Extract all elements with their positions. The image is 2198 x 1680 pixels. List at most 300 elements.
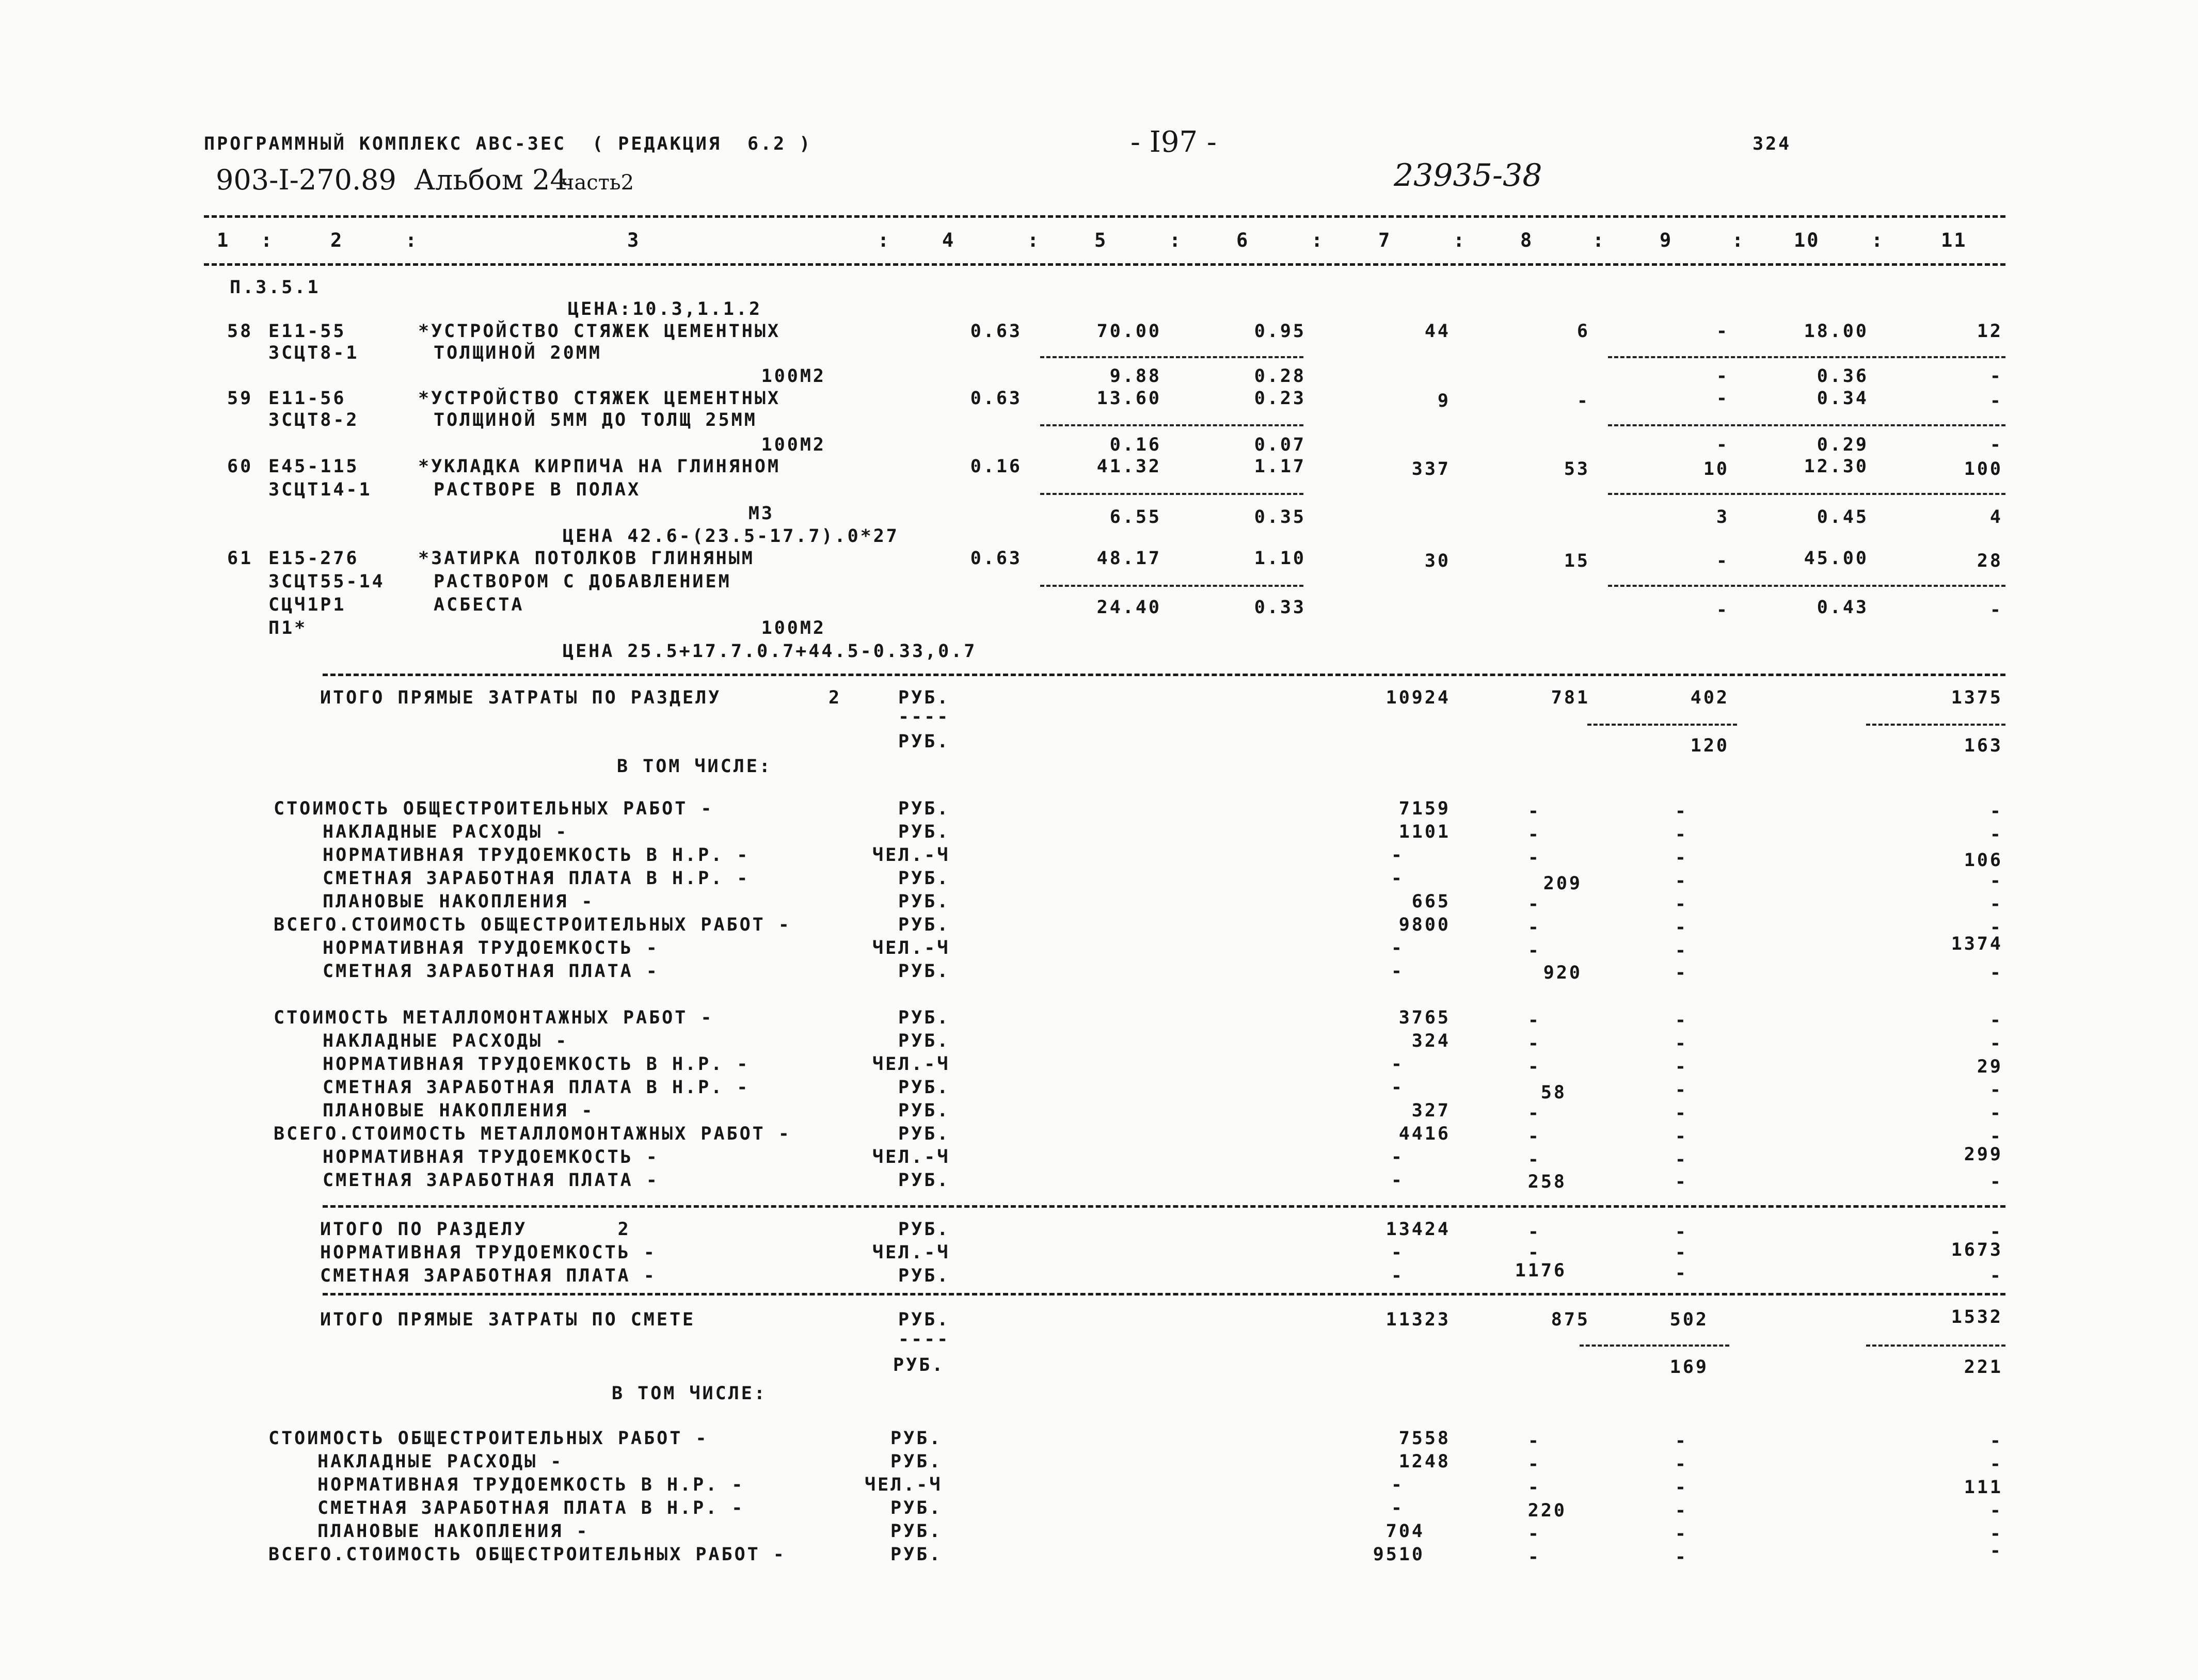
col-sep: :: [1592, 229, 1606, 251]
col8-value: -: [1527, 1149, 1541, 1170]
price-formula: ЦЕНА:10.3,1.1.2: [568, 299, 762, 319]
section-total-number: 2: [829, 687, 842, 708]
col-header-11: 11: [1941, 229, 1967, 251]
col11-value: -: [1989, 1431, 2003, 1451]
unit-rule: ----: [898, 707, 950, 727]
col11-value: -: [1989, 1010, 2003, 1031]
unit: РУБ.: [898, 687, 950, 708]
col7-value: 9: [1437, 391, 1451, 411]
table-top-rule: [204, 215, 2005, 218]
line-label: НОРМАТИВНАЯ ТРУДОЕМКОСТЬ В Н.Р. -: [317, 1475, 745, 1495]
col6-value: 0.35: [1254, 507, 1306, 527]
col9-value: -: [1716, 551, 1729, 571]
line-unit: РУБ.: [898, 1031, 950, 1051]
line-unit: РУБ.: [898, 915, 950, 935]
col9-value: -: [1675, 847, 1688, 868]
line-label: СМЕТНАЯ ЗАРАБОТНАЯ ПЛАТА -: [323, 961, 659, 982]
col9-value: -: [1675, 1057, 1688, 1077]
line-label: СТОИМОСТЬ МЕТАЛЛОМОНТАЖНЫХ РАБОТ -: [274, 1007, 714, 1028]
line-label: ПЛАНОВЫЕ НАКОПЛЕНИЯ -: [323, 891, 595, 912]
col6-value: 0.28: [1254, 366, 1306, 387]
col-header-10: 10: [1794, 229, 1820, 251]
line-label: НОРМАТИВНАЯ ТРУДОЕМКОСТЬ -: [323, 1147, 659, 1167]
col4-value: 0.63: [970, 388, 1022, 409]
row-unit: М3: [748, 503, 774, 524]
col8-value: -: [1527, 1033, 1541, 1054]
col11-value: 1375: [1951, 687, 2003, 708]
sheet-number: 324: [1753, 134, 1792, 154]
col9-value: -: [1675, 1263, 1688, 1284]
line-unit: РУБ.: [890, 1544, 943, 1565]
line-unit: РУБ.: [898, 798, 950, 819]
col5-value: 9.88: [1109, 366, 1161, 387]
col11-value: -: [1989, 1524, 2003, 1544]
col9-value: -: [1675, 1242, 1688, 1263]
col11-value: -: [1989, 435, 2003, 455]
cell-rule: [1866, 1345, 2005, 1347]
col5-value: 13.60: [1096, 388, 1161, 409]
document-part: часть2: [561, 171, 634, 195]
col11-value: 29: [1977, 1057, 2003, 1077]
col9-value: -: [1675, 1431, 1688, 1451]
table-header-rule: [204, 263, 2005, 266]
col8-value: -: [1527, 1126, 1541, 1147]
col9-value: -: [1675, 1524, 1688, 1544]
line-unit: ЧЕЛ.-Ч: [872, 1242, 950, 1263]
cell-rule: [1040, 585, 1303, 587]
col8-value: -: [1527, 894, 1541, 915]
line-label: ПЛАНОВЫЕ НАКОПЛЕНИЯ -: [323, 1100, 595, 1121]
col8-value: -: [1527, 1010, 1541, 1031]
line-label: ВСЕГО.СТОИМОСТЬ МЕТАЛЛОМОНТАЖНЫХ РАБОТ -: [274, 1124, 791, 1144]
estimate-total-label: ИТОГО ПРЯМЫЕ ЗАТРАТЫ ПО СМЕТЕ: [320, 1309, 696, 1330]
col6-value: 1.17: [1254, 456, 1306, 477]
col11-value: -: [1989, 1454, 2003, 1475]
line-label: НОРМАТИВНАЯ ТРУДОЕМКОСТЬ В Н.Р. -: [323, 845, 750, 866]
col8-value: 781: [1551, 687, 1590, 708]
row-code: ЗСЦТ8-2: [268, 410, 359, 430]
col8-value: 220: [1527, 1500, 1567, 1521]
row-number: 61: [227, 548, 253, 569]
cell-rule: [1608, 585, 2005, 587]
col7-value: -: [1391, 845, 1404, 866]
col7-value: -: [1391, 938, 1404, 958]
line-unit: РУБ.: [898, 1170, 950, 1191]
col-sep: :: [1732, 229, 1745, 251]
document-number: 903-I-270.89 Альбом 24: [216, 164, 568, 196]
col7-value: 10924: [1385, 687, 1451, 708]
col11-value: -: [1989, 600, 2003, 620]
col9-value: 10: [1703, 459, 1729, 479]
col6-value: 0.23: [1254, 388, 1306, 409]
row-code: ЗСЦТ55-14: [268, 571, 385, 592]
line-unit: РУБ.: [898, 961, 950, 982]
col11-value: -: [1989, 366, 2003, 387]
col-sep: :: [1027, 229, 1041, 251]
col11-value: -: [1989, 824, 2003, 845]
line-label: НАКЛАДНЫЕ РАСХОДЫ -: [323, 822, 569, 842]
line-unit: РУБ.: [898, 1007, 950, 1028]
line-unit: ЧЕЛ.-Ч: [872, 845, 950, 866]
col9-value: -: [1716, 366, 1729, 387]
row-number: 58: [227, 321, 253, 342]
row-description: РАСТВОРОМ С ДОБАВЛЕНИЕМ: [434, 571, 731, 592]
col4-value: 0.16: [970, 456, 1022, 477]
col9-value: -: [1675, 1172, 1688, 1192]
line-label: СТОИМОСТЬ ОБЩЕСТРОИТЕЛЬНЫХ РАБОТ -: [274, 798, 714, 819]
row-unit: 100М2: [761, 366, 826, 387]
col11-value: -: [1989, 1500, 2003, 1521]
program-title: ПРОГРАММНЫЙ КОМПЛЕКС АВС-3ЕС ( РЕДАКЦИЯ 6.2 ): [204, 134, 813, 154]
line-unit: РУБ.: [898, 1100, 950, 1121]
page-number: - I97 -: [1130, 125, 1217, 159]
col11-value: -: [1989, 871, 2003, 891]
col8-value: -: [1527, 940, 1541, 961]
cell-rule: [1040, 424, 1303, 426]
section-ref: П.3.5.1: [230, 277, 321, 298]
col7-value: 4416: [1398, 1124, 1451, 1144]
col9-value: 169: [1669, 1357, 1709, 1378]
col11-value: -: [1989, 1080, 2003, 1100]
col11-value: -: [1989, 917, 2003, 938]
row-code: Е45-115: [268, 456, 359, 477]
col-header-4: 4: [942, 229, 955, 251]
cell-rule: [1040, 356, 1303, 358]
price-formula: ЦЕНА 25.5+17.7.0.7+44.5-0.33,0.7: [563, 641, 977, 662]
col9-value: -: [1675, 1500, 1688, 1521]
col-header-2: 2: [330, 229, 344, 251]
row-unit: 100М2: [761, 618, 826, 638]
col7-value: 324: [1411, 1031, 1451, 1051]
col11-value: 28: [1977, 551, 2003, 571]
line-unit: ЧЕЛ.-Ч: [865, 1475, 943, 1495]
col-sep: :: [405, 229, 419, 251]
col8-value: 6: [1576, 321, 1590, 342]
col7-value: 337: [1411, 459, 1451, 479]
unit: РУБ.: [898, 1309, 950, 1330]
row-code: ЗСЦТ8-1: [268, 343, 359, 363]
col8-value: -: [1527, 801, 1541, 822]
section-rule: [323, 1293, 2005, 1295]
line-unit: РУБ.: [890, 1521, 943, 1542]
line-label: ПЛАНОВЫЕ НАКОПЛЕНИЯ -: [317, 1521, 590, 1542]
col8-value: 209: [1543, 873, 1582, 894]
col-header-1: 1: [217, 229, 230, 251]
col9-value: -: [1675, 824, 1688, 845]
col9-value: -: [1675, 963, 1688, 983]
col7-value: -: [1391, 868, 1404, 889]
row-code: Е11-56: [268, 388, 346, 409]
line-unit: ЧЕЛ.-Ч: [872, 1054, 950, 1075]
col4-value: 0.63: [970, 321, 1022, 342]
col5-value: 41.32: [1096, 456, 1161, 477]
col5-value: 24.40: [1096, 597, 1161, 618]
col11-value: -: [1989, 1172, 2003, 1192]
col6-value: 1.10: [1254, 548, 1306, 569]
section-rule: [323, 1205, 2005, 1208]
cell-rule: [1040, 493, 1303, 495]
col7-value: 44: [1424, 321, 1451, 342]
cell-rule: [1608, 424, 2005, 426]
col9-value: -: [1675, 871, 1688, 891]
col9-value: -: [1675, 1477, 1688, 1498]
col11-value: -: [1989, 1033, 2003, 1054]
col11-value: 1673: [1951, 1240, 2003, 1260]
col10-value: 0.43: [1817, 597, 1869, 618]
col11-value: 1532: [1951, 1307, 2003, 1327]
col5-value: 48.17: [1096, 548, 1161, 569]
col10-value: 0.29: [1817, 435, 1869, 455]
col11-value: -: [1989, 391, 2003, 411]
cell-rule: [1608, 356, 2005, 358]
col11-value: 111: [1964, 1477, 2003, 1498]
line-unit: РУБ.: [898, 822, 950, 842]
col9-value: -: [1675, 917, 1688, 938]
col6-value: 0.07: [1254, 435, 1306, 455]
col11-value: 4: [1989, 507, 2003, 527]
line-label: НАКЛАДНЫЕ РАСХОДЫ -: [323, 1031, 569, 1051]
col-header-8: 8: [1520, 229, 1534, 251]
col9-value: -: [1675, 801, 1688, 822]
col8-value: 53: [1564, 459, 1590, 479]
col11-value: -: [1989, 801, 2003, 822]
col7-value: 9800: [1398, 915, 1451, 935]
col-header-9: 9: [1660, 229, 1673, 251]
line-label: ИТОГО ПО РАЗДЕЛУ 2: [320, 1219, 631, 1240]
row-description: АСБЕСТА: [434, 595, 524, 615]
unit: РУБ.: [898, 731, 950, 752]
col-sep: :: [1169, 229, 1183, 251]
col9-value: -: [1675, 1547, 1688, 1567]
col11-value: 299: [1964, 1144, 2003, 1165]
col10-value: 12.30: [1804, 456, 1869, 477]
document-code: 23935-38: [1394, 157, 1542, 194]
col9-value: -: [1716, 388, 1729, 409]
col9-value: -: [1675, 1080, 1688, 1100]
col8-value: 920: [1543, 963, 1582, 983]
line-unit: РУБ.: [890, 1428, 943, 1449]
col9-value: -: [1716, 435, 1729, 455]
line-label: СМЕТНАЯ ЗАРАБОТНАЯ ПЛАТА В Н.Р. -: [323, 868, 750, 889]
row-description: *УКЛАДКА КИРПИЧА НА ГЛИНЯНОМ: [418, 456, 781, 477]
line-unit: ЧЕЛ.-Ч: [872, 1147, 950, 1167]
col5-value: 0.16: [1109, 435, 1161, 455]
col-header-5: 5: [1094, 229, 1108, 251]
line-label: НОРМАТИВНАЯ ТРУДОЕМКОСТЬ В Н.Р. -: [323, 1054, 750, 1075]
col8-value: -: [1527, 1547, 1541, 1567]
row-code: Е11-55: [268, 321, 346, 342]
section-rule: [323, 674, 2005, 676]
col11-value: -: [1989, 1541, 2003, 1561]
col7-value: -: [1391, 1054, 1404, 1075]
col7-value: 665: [1411, 891, 1451, 912]
col-header-7: 7: [1378, 229, 1392, 251]
col9-value: -: [1675, 940, 1688, 961]
line-label: ВСЕГО.СТОИМОСТЬ ОБЩЕСТРОИТЕЛЬНЫХ РАБОТ -: [274, 915, 791, 935]
cell-rule: [1608, 493, 2005, 495]
line-unit: РУБ.: [898, 1077, 950, 1098]
col8-value: 875: [1551, 1309, 1590, 1330]
line-unit: РУБ.: [898, 1124, 950, 1144]
col7-value: -: [1391, 1498, 1404, 1518]
col8-value: -: [1527, 1524, 1541, 1544]
col7-value: -: [1391, 1266, 1404, 1286]
row-code: ЗСЦТ14-1: [268, 479, 372, 500]
line-label: НАКЛАДНЫЕ РАСХОДЫ -: [317, 1451, 564, 1472]
including-label: В ТОМ ЧИСЛЕ:: [617, 756, 772, 777]
col7-value: -: [1391, 1147, 1404, 1167]
col8-value: -: [1527, 1477, 1541, 1498]
col11-value: -: [1989, 894, 2003, 915]
col8-value: -: [1527, 917, 1541, 938]
col7-value: 1248: [1398, 1451, 1451, 1472]
col9-value: -: [1675, 1126, 1688, 1147]
cell-rule: [1580, 1345, 1729, 1347]
col-sep: :: [878, 229, 891, 251]
line-unit: РУБ.: [898, 891, 950, 912]
col7-value: 327: [1411, 1100, 1451, 1121]
col8-value: -: [1576, 391, 1590, 411]
line-label: ВСЕГО.СТОИМОСТЬ ОБЩЕСТРОИТЕЛЬНЫХ РАБОТ -: [268, 1544, 786, 1565]
col7-value: 30: [1424, 551, 1451, 571]
col9-value: 120: [1690, 735, 1729, 756]
col9-value: -: [1675, 1454, 1688, 1475]
col11-value: 100: [1964, 459, 2003, 479]
row-code: СЦЧ1Р1: [268, 595, 346, 615]
row-description: *УСТРОЙСТВО СТЯЖЕК ЦЕМЕНТНЫХ: [418, 388, 781, 409]
line-unit: РУБ.: [890, 1498, 943, 1518]
row-description: *УСТРОЙСТВО СТЯЖЕК ЦЕМЕНТНЫХ: [418, 321, 781, 342]
col7-value: 9510: [1373, 1544, 1425, 1565]
col7-value: -: [1391, 1475, 1404, 1495]
col8-value: -: [1527, 847, 1541, 868]
col8-value: -: [1527, 1057, 1541, 1077]
line-unit: РУБ.: [898, 1219, 950, 1240]
col10-value: 18.00: [1804, 321, 1869, 342]
col8-value: -: [1527, 1222, 1541, 1242]
col11-value: -: [1989, 1222, 2003, 1242]
unit: РУБ.: [893, 1355, 945, 1375]
col5-value: 70.00: [1096, 321, 1161, 342]
cell-rule: [1587, 724, 1737, 726]
row-unit: 100М2: [761, 435, 826, 455]
col11-value: 106: [1964, 850, 2003, 871]
col11-value: 163: [1964, 735, 2003, 756]
line-label: НОРМАТИВНАЯ ТРУДОЕМКОСТЬ -: [320, 1242, 657, 1263]
col9-value: 502: [1669, 1309, 1709, 1330]
col7-value: 7558: [1398, 1428, 1451, 1449]
col8-value: -: [1527, 1103, 1541, 1124]
line-unit: РУБ.: [890, 1451, 943, 1472]
col6-value: 0.95: [1254, 321, 1306, 342]
col7-value: 704: [1385, 1521, 1425, 1542]
row-description: *ЗАТИРКА ПОТОЛКОВ ГЛИНЯНЫМ: [418, 548, 755, 569]
col5-value: 6.55: [1109, 507, 1161, 527]
row-code: Е15-276: [268, 548, 359, 569]
col-sep: :: [1871, 229, 1885, 251]
col10-value: 0.36: [1817, 366, 1869, 387]
col7-value: -: [1391, 1077, 1404, 1098]
col9-value: -: [1675, 894, 1688, 915]
col9-value: 402: [1690, 687, 1729, 708]
col8-value: -: [1527, 824, 1541, 845]
col11-value: -: [1989, 1126, 2003, 1147]
col7-value: 3765: [1398, 1007, 1451, 1028]
row-number: 60: [227, 456, 253, 477]
col10-value: 0.34: [1817, 388, 1869, 409]
line-unit: РУБ.: [898, 1266, 950, 1286]
col7-value: 1101: [1398, 822, 1451, 842]
col8-value: 1176: [1515, 1260, 1567, 1281]
line-label: СМЕТНАЯ ЗАРАБОТНАЯ ПЛАТА В Н.Р. -: [317, 1498, 745, 1518]
line-label: НОРМАТИВНАЯ ТРУДОЕМКОСТЬ -: [323, 938, 659, 958]
col11-value: 1374: [1951, 934, 2003, 954]
col9-value: -: [1675, 1149, 1688, 1170]
col7-value: 11323: [1385, 1309, 1451, 1330]
col8-value: -: [1527, 1242, 1541, 1263]
col-sep: :: [1311, 229, 1325, 251]
cell-rule: [1866, 724, 2005, 726]
col8-value: 58: [1540, 1082, 1567, 1103]
line-label: СМЕТНАЯ ЗАРАБОТНАЯ ПЛАТА -: [320, 1266, 657, 1286]
line-unit: РУБ.: [898, 868, 950, 889]
col8-value: 258: [1527, 1172, 1567, 1192]
col11-value: -: [1989, 1103, 2003, 1124]
col9-value: -: [1716, 600, 1729, 620]
row-code: П1*: [268, 618, 308, 638]
line-unit: ЧЕЛ.-Ч: [872, 938, 950, 958]
row-description: ТОЛЩИНОЙ 20ММ: [434, 343, 602, 363]
line-label: СТОИМОСТЬ ОБЩЕСТРОИТЕЛЬНЫХ РАБОТ -: [268, 1428, 709, 1449]
col8-value: -: [1527, 1431, 1541, 1451]
col7-value: 7159: [1398, 798, 1451, 819]
col9-value: -: [1675, 1103, 1688, 1124]
col11-value: -: [1989, 963, 2003, 983]
col7-value: -: [1391, 1170, 1404, 1191]
col9-value: -: [1675, 1033, 1688, 1054]
row-description: РАСТВОРЕ В ПОЛАХ: [434, 479, 641, 500]
col-sep: :: [261, 229, 274, 251]
col10-value: 45.00: [1804, 548, 1869, 569]
col11-value: 221: [1964, 1357, 2003, 1378]
col8-value: -: [1527, 1454, 1541, 1475]
col10-value: 0.45: [1817, 507, 1869, 527]
line-label: СМЕТНАЯ ЗАРАБОТНАЯ ПЛАТА -: [323, 1170, 659, 1191]
price-formula: ЦЕНА 42.6-(23.5-17.7).0*27: [563, 526, 899, 547]
col7-value: -: [1391, 961, 1404, 982]
col9-value: -: [1675, 1010, 1688, 1031]
col-header-6: 6: [1236, 229, 1250, 251]
col7-value: -: [1391, 1242, 1404, 1263]
col11-value: 12: [1977, 321, 2003, 342]
col11-value: -: [1989, 1266, 2003, 1286]
col9-value: -: [1716, 321, 1729, 342]
col-sep: :: [1453, 229, 1467, 251]
line-label: СМЕТНАЯ ЗАРАБОТНАЯ ПЛАТА В Н.Р. -: [323, 1077, 750, 1098]
col4-value: 0.63: [970, 548, 1022, 569]
col6-value: 0.33: [1254, 597, 1306, 618]
col9-value: -: [1675, 1222, 1688, 1242]
col9-value: 3: [1716, 507, 1729, 527]
unit-rule: ----: [898, 1329, 950, 1350]
col8-value: 15: [1564, 551, 1590, 571]
col7-value: 13424: [1385, 1219, 1451, 1240]
col-header-3: 3: [627, 229, 641, 251]
including-label: В ТОМ ЧИСЛЕ:: [612, 1383, 767, 1404]
row-number: 59: [227, 388, 253, 409]
row-description: ТОЛЩИНОЙ 5ММ ДО ТОЛЩ 25ММ: [434, 410, 757, 430]
section-total-label: ИТОГО ПРЯМЫЕ ЗАТРАТЫ ПО РАЗДЕЛУ: [320, 687, 722, 708]
